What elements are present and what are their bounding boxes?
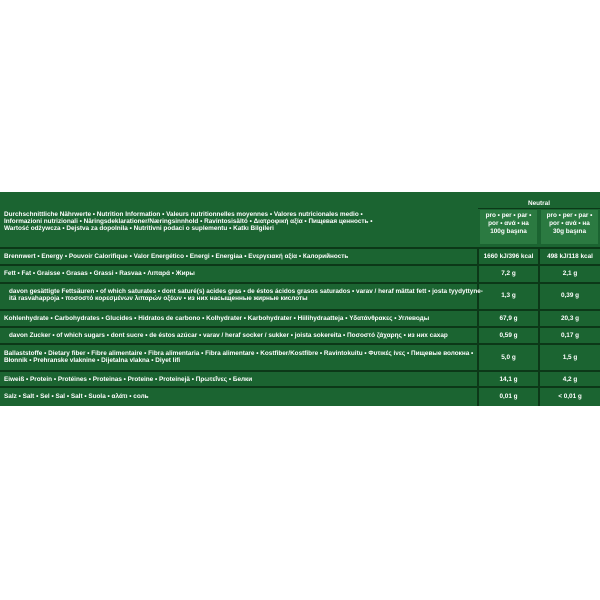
value-per-30g: < 0,01 g bbox=[558, 393, 582, 400]
value-per-30g: 0,17 g bbox=[560, 332, 580, 339]
product-name: Neutral bbox=[527, 200, 551, 207]
table-title-line: Durchschnittliche Nährwerte • Nutrition Information • Valeurs nutritionnelles moyennes • Valores nutricionales medio • bbox=[4, 211, 363, 218]
row-divider bbox=[0, 326, 600, 328]
value-per-100g: 0,01 g bbox=[499, 393, 518, 400]
row-divider bbox=[0, 282, 600, 284]
value-per-100g: 14,1 g bbox=[499, 376, 518, 383]
column-header-100g-line: pro • per • par • bbox=[485, 212, 532, 219]
value-per-100g: 7,2 g bbox=[501, 270, 516, 277]
nutrient-label: davon Zucker • of which sugars • dont sucre • de éstos azúcar • varav / heraf socker / sukker • joista sokereita • Ποσοστό ζάχαρης • из них сахар bbox=[9, 332, 448, 339]
column-header-100g-line: por • ανά • на bbox=[488, 220, 529, 227]
nutrient-label: Kohlenhydrate • Carbohydrates • Glucides • Hidratos de carbono • Kolhydrater • Karbohydrater • Hiilihydraatteja • Υδατάνθρακες • Углеводы bbox=[4, 315, 430, 322]
column-header-30g-line: pro • per • par • bbox=[546, 212, 593, 219]
row-divider bbox=[0, 370, 600, 372]
nutrient-label: Błonnik • Prehranske vlaknine • Dijetalna vlakna • Diyet lifi bbox=[4, 357, 181, 364]
row-divider bbox=[0, 343, 600, 345]
value-per-100g: 5,0 g bbox=[501, 354, 516, 361]
value-per-30g: 2,1 g bbox=[562, 270, 578, 277]
value-per-100g: 1660 kJ/396 kcal bbox=[483, 253, 534, 260]
column-header-100g-line: 100g başına bbox=[490, 228, 527, 235]
nutrient-label: Brennwert • Energy • Pouvoir Calorifique • Valor Energético • Energi • Energiaa • Ενεργειακή αξία • Калорийность bbox=[4, 253, 349, 260]
column-header-30g-line: por • ανά • на bbox=[549, 220, 590, 227]
value-per-100g: 0,59 g bbox=[499, 332, 518, 339]
nutrient-label: itä rasvahappoja • ποσοστό κορεσμένων λιπαρών οξέων • из них насыщенные жирные кислоты bbox=[9, 295, 308, 302]
value-per-100g: 67,9 g bbox=[499, 315, 518, 322]
table-title-line: Informazioni nutrizionali • Näringsdeklarationer/Næringsinnhold • Ravintosisältö • Διατροφική αξία • Пищевая ценность • bbox=[4, 218, 373, 225]
value-per-30g: 1,5 g bbox=[562, 354, 578, 361]
value-per-30g: 4,2 g bbox=[562, 376, 578, 383]
nutrient-label: Ballaststoffe • Dietary fiber • Fibre alimentaire • Fibra alimentaria • Fibra alimentare • Kostfiber/Kostfibre • Ravintokuitu • Φυτικές ίνες • Пищевые волокна • bbox=[4, 350, 474, 357]
row-divider bbox=[0, 309, 600, 311]
value-per-30g: 0,39 g bbox=[560, 292, 580, 299]
value-per-100g: 1,3 g bbox=[501, 292, 516, 299]
nutrient-label: davon gesättigte Fettsäuren • of which saturates • dont saturé(s) acides gras • de éstos ácidos grasos saturados • varav / heraf mättat fett • josta tyydyttyne- bbox=[9, 288, 483, 295]
row-divider bbox=[0, 386, 600, 388]
column-header-30g-line: 30g başına bbox=[552, 228, 587, 235]
row-divider bbox=[0, 264, 600, 266]
row-divider bbox=[0, 247, 600, 249]
nutrient-label: Eiweiß • Protein • Protéines • Proteinas • Proteine • Proteinejä • Πρωτεΐνες • Белки bbox=[4, 376, 253, 383]
value-per-30g: 498 kJ/118 kcal bbox=[547, 253, 593, 260]
table-title-line: Wartość odżywcza • Dejstva za dopolnila • Nutritivni podaci o suplementu • Katkı Bilgileri bbox=[4, 225, 274, 232]
nutrient-label: Salz • Salt • Sel • Sal • Salt • Suola • αλάτι • соль bbox=[4, 393, 149, 400]
value-per-30g: 20,3 g bbox=[560, 315, 580, 322]
nutrient-label: Fett • Fat • Graisse • Grasas • Grassi • Rasvaa • Λιπαρά • Жиры bbox=[4, 270, 195, 277]
